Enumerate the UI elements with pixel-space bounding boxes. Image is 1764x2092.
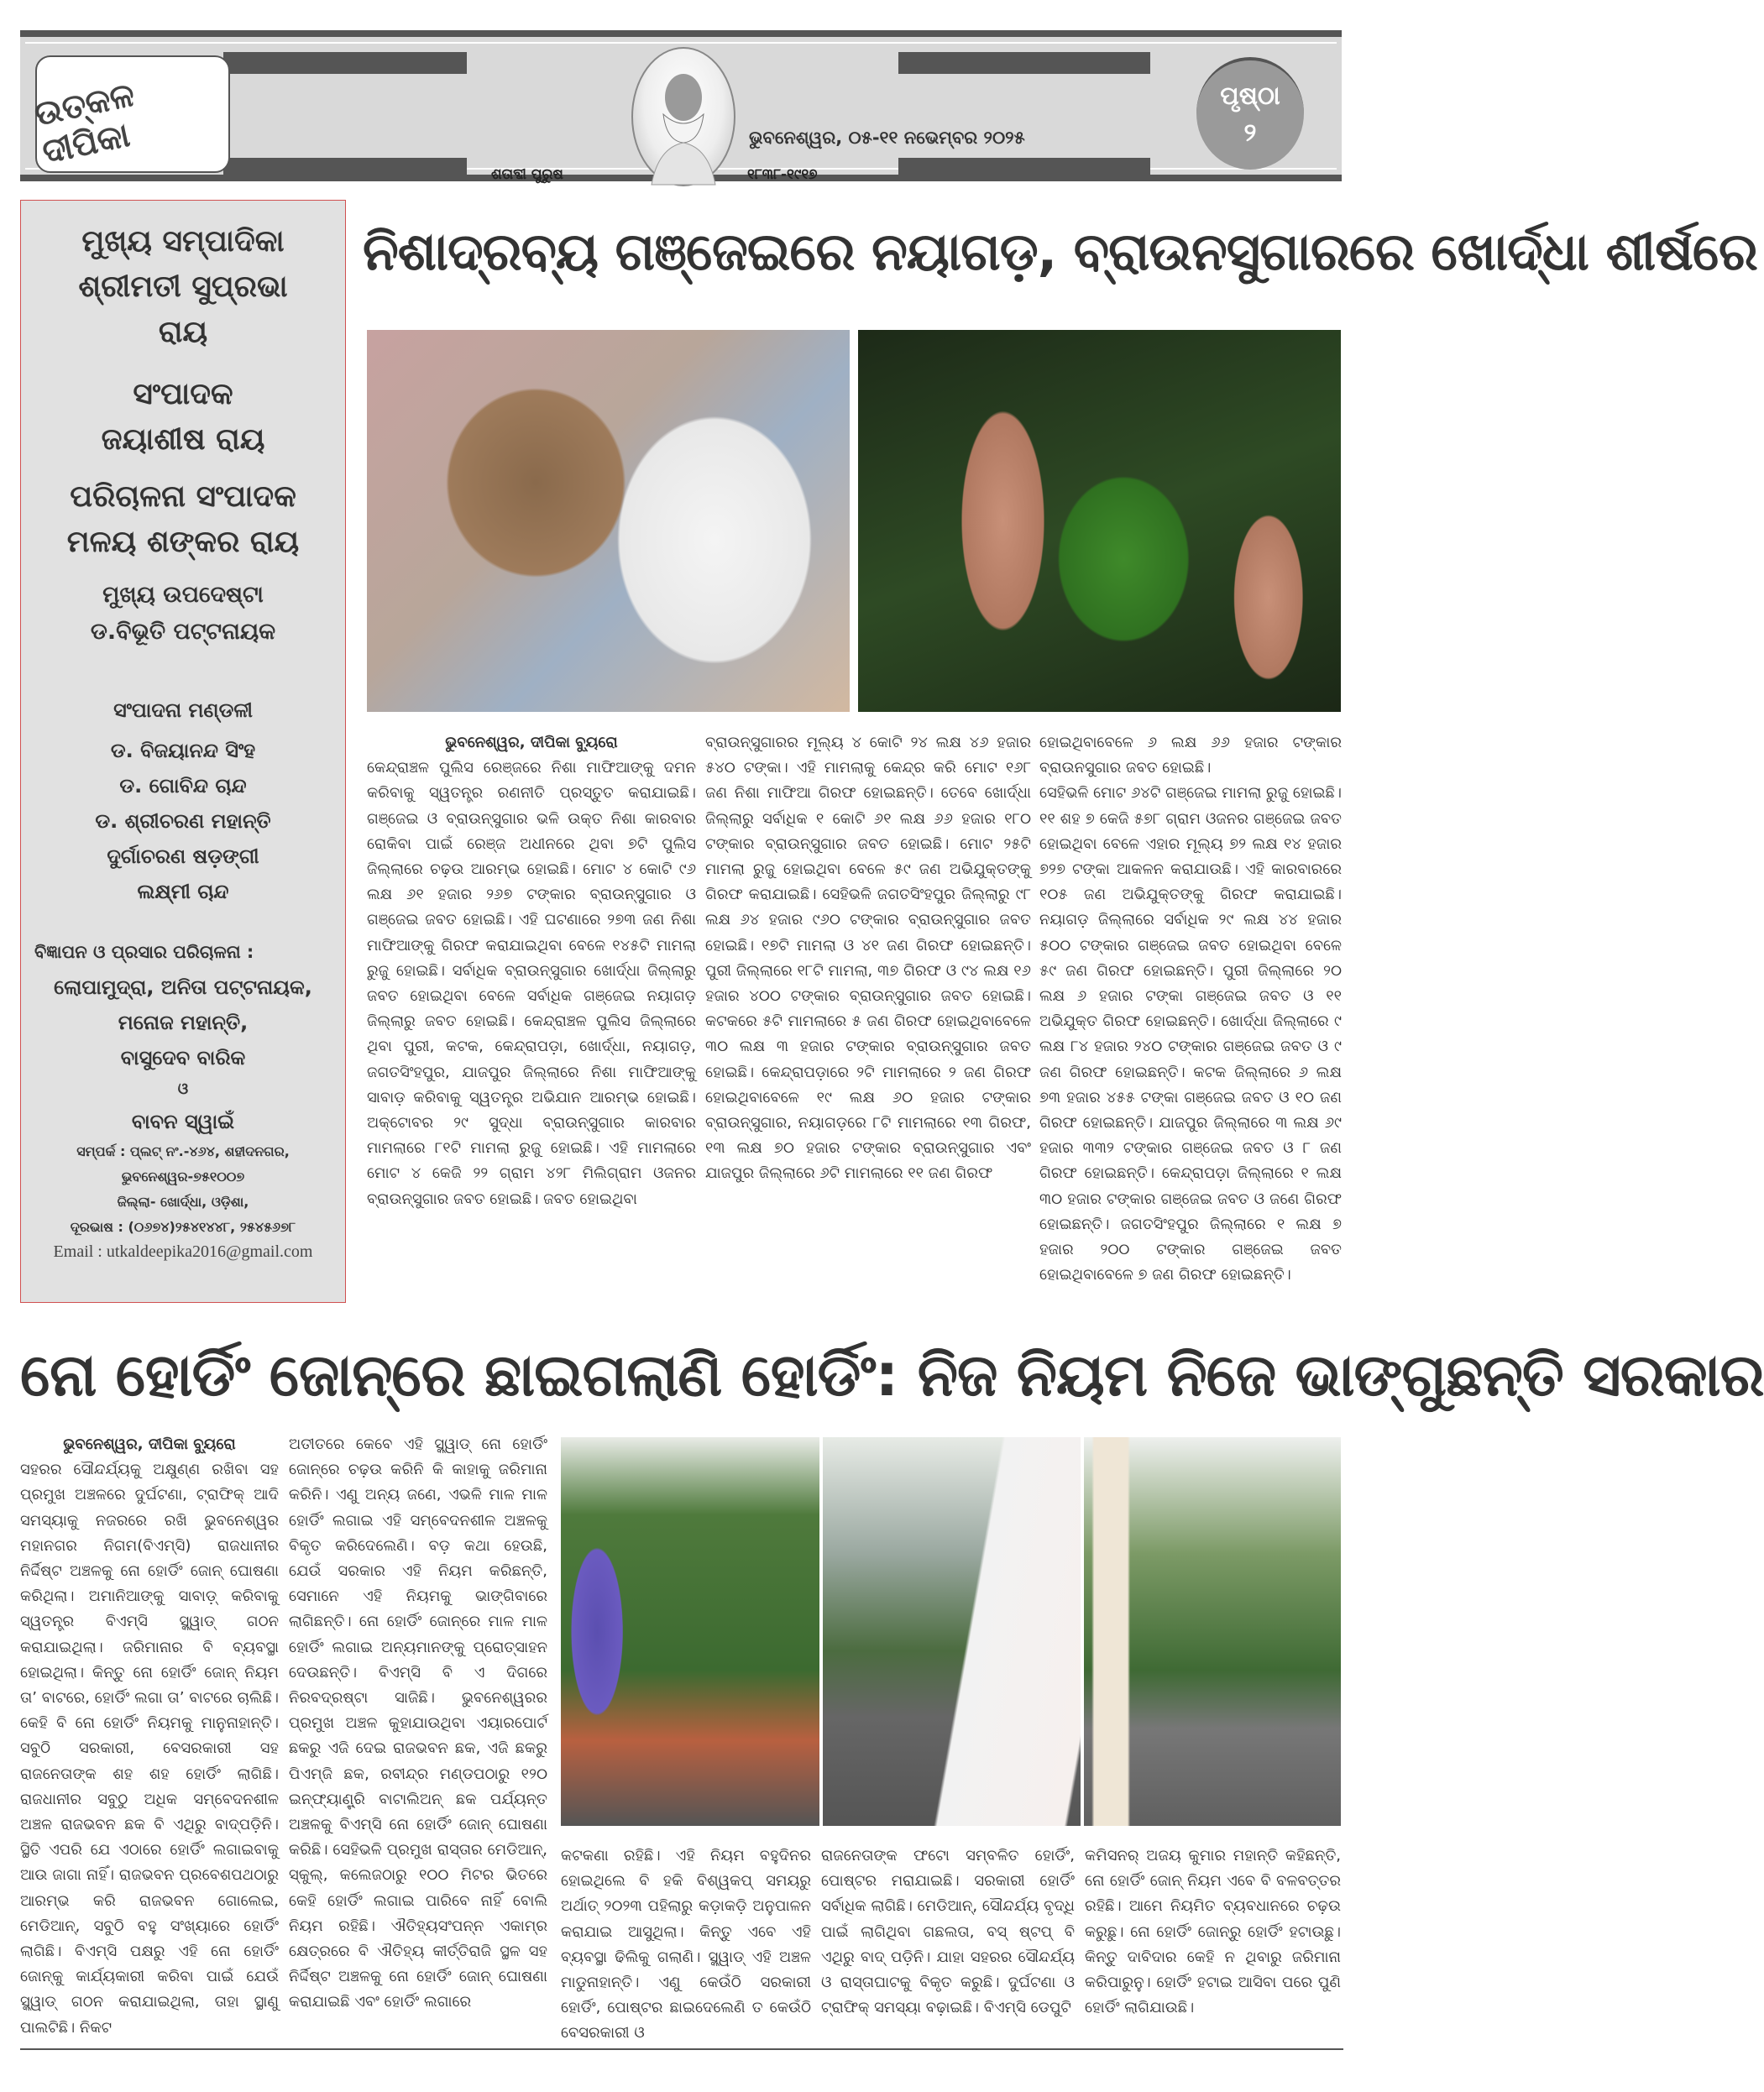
article-text: ସେହିଭଳି ମୋଟ ୬୪ଟି ଗଞ୍ଜେଇ ମାମଲା ରୁଜୁ ହୋଇଛି। ୧୧ ଶହ ୭ କେଜି ୫୭୮ ଗ୍ରାମ ଓଜନର ଗଞ୍ଜେଇ ଜବତ ହୋଇଥିବା ବେଳେ ଏହାର ମୂଲ୍ୟ ୭୨ ଲକ୍ଷ ୧୪ ହଜାର ୭୨୭ ଟଙ୍କା ଆକଳନ କରାଯାଉଛି। ଏହି କାରବାରରେ ୧୦୫ ଜଣ ଅଭିଯୁକ୍ତଙ୍କୁ ଗିରଫ କରାଯାଇଛି। ନୟାଗଡ଼ ଜିଲ୍ଲାରେ ସର୍ବାଧିକ ୨୯ ଲକ୍ଷ ୪୪ ହଜାର ୫୦୦ ଟଙ୍କାର ଗଞ୍ଜେଇ ଜବତ ହୋଇଥିବା ବେଳେ ୫୯ ଜଣ ଗିରଫ ହୋଇଛନ୍ତି। ପୁରୀ ଜିଲ୍ଲାରେ ୨୦ ଲକ୍ଷ ୬ ହଜାର ଟଙ୍କା ଗଞ୍ଜେଇ ଜବତ ଓ ୧୧ ଅଭିଯୁକ୍ତ ଗିରଫ ହୋଇଛନ୍ତି। ଖୋର୍ଦ୍ଧା ଜିଲ୍ଲାରେ ୯ ଲକ୍ଷ ୮୪ ହଜାର ୨୪୦ ଟଙ୍କାର ଗଞ୍ଜେଇ ଜବତ ଓ ୯ ଜଣ ଗିରଫ ହୋଇଛନ୍ତି। କଟକ ଜିଲ୍ଲାରେ ୬ ଲକ୍ଷ ୭୩ ହଜାର ୪୫୫ ଟଙ୍କା ଗଞ୍ଜେଇ ଜବତ ଓ ୧୦ ଜଣ ଗିରଫ ହୋଇଛନ୍ତି। ଯାଜପୁର ଜିଲ୍ଲାରେ ୩ ଲକ୍ଷ ୬୯ ହଜାର ୩୩୨ ଟଙ୍କାର ଗଞ୍ଜେଇ ଜବତ ଓ ୮ ଜଣ ଗିରଫ ହୋଇଛନ୍ତି। କେନ୍ଦ୍ରାପଡ଼ା ଜିଲ୍ଲାରେ ୧ ଲକ୍ଷ ୩୦ ହଜାର ଟଙ୍କାର ଗଞ୍ଜେଇ ଜବତ ଓ ଜଣେ ଗିରଫ ହୋଇଛନ୍ତି। ଜଗତସିଂହପୁର ଜିଲ୍ଲାରେ ୧ ଲକ୍ଷ ୭ ହଜାର ୨୦୦ ଟଙ୍କାର ଗଞ୍ଜେଇ ଜବତ ହୋଇଥିବାବେଳେ ୭ ଜଣ ଗିରଫ ହୋଇଛନ୍ତି। xyxy=(1039,784,1342,1284)
editor-title: ସଂପାଦକ xyxy=(133,377,233,411)
contact-line: ଭୁବନେଶ୍ୱର-୭୫୧୦୦୭ xyxy=(121,1169,245,1185)
issue-date: ଭୁବନେଶ୍ୱର, ୦୫-୧୧ ନଭେମ୍ବର ୨୦୨୫ xyxy=(749,128,1025,148)
contact-email: Email : utkaldeepika2016@gmail.com xyxy=(53,1242,313,1261)
board-member: ଡ. ଶ୍ରୀଚରଣ ମହାନ୍ତି xyxy=(95,809,271,833)
chief-editor-title: ମୁଖ୍ୟ ସମ୍ପାଦିକା xyxy=(81,224,285,259)
article-text: କେନ୍ଦ୍ରାଞ୍ଚଳ ପୁଲିସ ରେଞ୍ଜରେ ନିଶା ମାଫିଆଙ୍କୁ ଦମନ କରିବାକୁ ସ୍ୱତନ୍ତ୍ର ରଣନୀତି ପ୍ରସ୍ତୁତ କରାଯାଇଛି। ଗଞ୍ଜେଇ ଓ ବ୍ରାଉନ୍‌ସୁଗାର ଭଳି ଉକ୍ତ ନିଶା କାରବାର ରୋକିବା ପାଇଁ ରେଞ୍ଜ ଅଧୀନରେ ଥିବା ୭ଟି ପୁଲିସ ଜିଲ୍ଲାରେ ଚଢ଼ଉ ଆରମ୍ଭ ହୋଇଛି। ମୋଟ ୪ କୋଟି ୯୬ ଲକ୍ଷ ୬୧ ହଜାର ୨୬୭ ଟଙ୍କାର ବ୍ରାଉନ୍‌ସୁଗାର ଓ ଗଞ୍ଜେଇ ଜବତ ହୋଇଛି। ଏହି ଘଟଣାରେ ୨୭୩ ଜଣ ନିଶା ମାଫିଆଙ୍କୁ ଗିରଫ କରାଯାଇଥିବା ବେଳେ ୧୪୫ଟି ମାମଲା ରୁଜୁ ହୋଇଛି। ସର୍ବାଧିକ ବ୍ରାଉନ୍‌ସୁଗାର ଖୋର୍ଦ୍ଧା ଜିଲ୍ଲାରୁ ଜବତ ହୋଇଥିବା ବେଳେ ସର୍ବାଧିକ ଗଞ୍ଜେଇ ନୟାଗଡ଼ ଜିଲ୍ଲାରୁ ଜବତ ହୋଇଛି। କେନ୍ଦ୍ରାଞ୍ଚଳ ପୁଲିସ ଜିଲ୍ଲାରେ ଥିବା ପୁରୀ, କଟକ, କେନ୍ଦ୍ରାପଡ଼ା, ଖୋର୍ଦ୍ଧା, ନୟାଗଡ଼, ଜଗତସିଂହପୁର, ଯାଜପୁର ଜିଲ୍ଲାରେ ନିଶା ମାଫିଆଙ୍କୁ ସାବାଡ଼ କରିବାକୁ ସ୍ୱତନ୍ତ୍ର ଅଭିଯାନ ଆରମ୍ଭ ହୋଇଛି। ଅକ୍ଟୋବର ୨୯ ସୁଦ୍ଧା ବ୍ରାଉନ୍‌ସୁଗାର କାରବାର ମାମଲାରେ ୮୧ଟି ମାମଲା ରୁଜୁ ହୋଇଛି। ଏହି ମାମଲାରେ ମୋଟ ୪ କେଜି ୨୨ ଗ୍ରାମ ୪୨୮ ମିଲିଗ୍ରାମ ଓଜନର ବ୍ରାଉନ୍‌ସୁଗାର ଜବତ ହୋଇଛି। ଜବତ ହୋଇଥିବା xyxy=(367,759,696,1208)
advisor-title: ମୁଖ୍ୟ ଉପଦେଷ୍ଟା xyxy=(102,582,264,608)
masthead-years: ୧୮୩୮-୧୯୧୭ xyxy=(747,166,818,183)
ads-member: ଲୋପାମୁଦ୍ରା, ଅନିତା ପଟ୍ଟନାୟକ, xyxy=(54,975,312,999)
board-title: ସଂପାଦନା ମଣ୍ଡଳୀ xyxy=(113,698,253,722)
ads-title: ବିଜ୍ଞାପନ ଓ ପ୍ରସାର ପରିଚାଳନା : xyxy=(34,942,254,962)
article-column xyxy=(367,730,696,1300)
founder-portrait xyxy=(631,47,735,186)
editor-name: ଜୟାଶୀଷ ରାୟ xyxy=(101,422,265,457)
article-text: କମିସନର୍ ଅଜୟ କୁମାର ମହାନ୍ତି କହିଛନ୍ତି, ନୋ ହୋର୍ଡିଂ ଜୋନ୍ ନିୟମ ଏବେ ବି ବଳବତ୍ତର ରହିଛି। ଆମେ ନିୟମିତ ବ୍ୟବଧାନରେ ଚଢ଼ଉ କରୁଛୁ। ନୋ ହୋର୍ଡିଂ ଜୋନ୍‌ରୁ ହୋର୍ଡିଂ ହଟାଉଛୁ। କିନ୍ତୁ ଦାବିଦାର କେହି ନ ଥିବାରୁ ଜରିମାନା କରିପାରୁନୁ। ହୋର୍ଡିଂ ହଟାଇ ଆସିବା ପରେ ପୁଣି ହୋର୍ଡିଂ ଲାଗିଯାଉଛି। xyxy=(1085,1847,1341,2017)
editorial-sidebar xyxy=(20,200,346,1303)
hoarding-photo-raj-bhavan xyxy=(561,1437,819,1826)
article-text: ଅତୀତରେ କେବେ ଏହି ସ୍କ୍ୱାଡ୍ ନୋ ହୋର୍ଡିଂ ଜୋନ୍‌ରେ ଚଢ଼ଉ କରିନି କି କାହାକୁ ଜରିମାନା କରିନି। ଏଣୁ ଅନ୍ୟ ଜଣେ, ଏଭଳି ମାଳ ମାଳ ହୋର୍ଡିଂ ଲଗାଇ ଏହି ସମ୍ବେଦନଶୀଳ ଅଞ୍ଚଳକୁ ବିକୃତ କରିଦେଲେଣି। ବଡ଼ କଥା ହେଉଛି, ଯେଉଁ ସରକାର ଏହି ନିୟମ କରିଛନ୍ତି, ସେମାନେ ଏହି ନିୟମକୁ ଭାଙ୍ଗିବାରେ ଲାଗିଛନ୍ତି। ନୋ ହୋର୍ଡିଂ ଜୋନ୍‌ରେ ମାଳ ମାଳ ହୋର୍ଡିଂ ଲଗାଇ ଅନ୍ୟମାନଙ୍କୁ ପ୍ରୋତ୍ସାହନ ଦେଉଛନ୍ତି। ବିଏମ୍‌ସି ବି ଏ ଦିଗରେ ନିରବଦ୍ରଷ୍ଟା ସାଜିଛି। ଭୁବନେଶ୍ୱରର ପ୍ରମୁଖ ଅଞ୍ଚଳ କୁହାଯାଉଥିବା ଏୟାରପୋର୍ଟ ଛକରୁ ଏଜି ଦେଇ ରାଜଭବନ ଛକ, ଏଜି ଛକରୁ ପିଏମ୍‌ଜି ଛକ, ରବୀନ୍ଦ୍ର ମଣ୍ଡପଠାରୁ ୧୨୦ ଇନ୍‌ଫ୍ୟାଣ୍ଟ୍ରି ବାଟାଲିଅନ୍ ଛକ ପର୍ଯ୍ୟନ୍ତ ଅଞ୍ଚଳକୁ ବିଏମ୍‌ସି ନୋ ହୋର୍ଡିଂ ଜୋନ୍ ଘୋଷଣା କରିଛି। ସେହିଭଳି ପ୍ରମୁଖ ରାସ୍ତାର ମେଡିଆନ୍, ସ୍କୁଲ୍, କଲେଜଠାରୁ ୧୦୦ ମିଟର ଭିତରେ କେହି ହୋର୍ଡିଂ ଲଗାଇ ପାରିବେ ନାହିଁ ବୋଲି ନିୟମ ରହିଛି। ଐତିହ୍ୟସଂପନ୍ନ ଏକାମ୍ର କ୍ଷେତ୍ରରେ ବି ଐତିହ୍ୟ କୀର୍ତ୍ତିରାଜି ସ୍ଥଳ ସହ ନିର୍ଦ୍ଦିଷ୍ଟ ଅଞ୍ଚଳକୁ ନୋ ହୋର୍ଡିଂ ଜୋନ୍ ଘୋଷଣା କରାଯାଇଛି ଏବଂ ହୋର୍ଡିଂ ଲଗାରେ xyxy=(289,1436,547,2011)
chief-editor-name: ଶ୍ରୀମତୀ ସୁପ୍ରଭା xyxy=(78,269,288,304)
board-member: ଲକ୍ଷ୍ମୀ ଚାନ୍ଦ xyxy=(137,880,229,903)
managing-editor-title: ପରିଚାଳନା ସଂପାଦକ xyxy=(70,479,296,514)
chief-editor-name: ରାୟ xyxy=(158,315,208,349)
page-number: ୨ xyxy=(1243,118,1257,148)
board-member: ଡ. ବିଜୟାନନ୍ଦ ସିଂହ xyxy=(110,739,256,762)
board-member: ଦୁର୍ଗାଚରଣ ଷଡ଼ଙ୍ଗୀ xyxy=(107,845,259,868)
masthead-band xyxy=(223,52,467,74)
article-column xyxy=(705,730,1031,1300)
hoarding-photo-road xyxy=(823,1437,1081,1826)
article-byline: ଭୁବନେଶ୍ୱର, ଦୀପିକା ବ୍ୟୁରୋ xyxy=(63,1436,236,1453)
article-text: ବ୍ରାଉନ୍‌ସୁଗାରର ମୂଲ୍ୟ ୪ କୋଟି ୨୪ ଲକ୍ଷ ୪୬ ହଜାର ୫୪୦ ଟଙ୍କା। ଏହି ମାମଲାକୁ କେନ୍ଦ୍ର କରି ମୋଟ ୧୬୮ ଜଣ ନିଶା ମାଫିଆ ଗିରଫ ହୋଇଛନ୍ତି। ତେବେ ଖୋର୍ଦ୍ଧା ଜିଲ୍ଲାରୁ ସର୍ବାଧିକ ୧ କୋଟି ୬୧ ଲକ୍ଷ ୬୬ ହଜାର ୧୮୦ ଟଙ୍କାର ବ୍ରାଉନ୍‌ସୁଗାର ଜବତ ହୋଇଛି। ମୋଟ ୨୫ଟି ମାମଲା ରୁଜୁ ହୋଇଥିବା ବେଳେ ୫୯ ଜଣ ଅଭିଯୁକ୍ତଙ୍କୁ ଗିରଫ କରାଯାଇଛି। ସେହିଭଳି ଜଗତସିଂହପୁର ଜିଲ୍ଲାରୁ ୯୮ ଲକ୍ଷ ୬୪ ହଜାର ୯୬୦ ଟଙ୍କାର ବ୍ରାଉନ୍‌ସୁଗାର ଜବତ ହୋଇଛି। ୧୭ଟି ମାମଲା ଓ ୪୧ ଜଣ ଗିରଫ ହୋଇଛନ୍ତି। ପୁରୀ ଜିଲ୍ଲାରେ ୧୮ଟି ମାମଲା, ୩୭ ଗିରଫ ଓ ୯୪ ଲକ୍ଷ ୧୬ ହଜାର ୪୦୦ ଟଙ୍କାର ବ୍ରାଉନ୍‌ସୁଗାର ଜବତ ହୋଇଛି। କଟକରେ ୫ଟି ମାମଲାରେ ୫ ଜଣ ଗିରଫ ହୋଇଥିବାବେଳେ ୩୦ ଲକ୍ଷ ୩ ହଜାର ଟଙ୍କାର ବ୍ରାଉନ୍‌ସୁଗାର ଜବତ ହୋଇଛି। କେନ୍ଦ୍ରାପଡ଼ାରେ ୨ଟି ମାମଲାରେ ୨ ଜଣ ଗିରଫ ହୋଇଥିବାବେଳେ ୧୯ ଲକ୍ଷ ୬୦ ହଜାର ଟଙ୍କାର ବ୍ରାଉନ୍‌ସୁଗାର, ନୟାଗଡ଼ରେ ୮ଟି ମାମଲାରେ ୧୩ ଗିରଫ, ୧୩ ଲକ୍ଷ ୭୦ ହଜାର ଟଙ୍କାର ବ୍ରାଉନ୍‌ସୁଗାର ଏବଂ ଯାଜପୁର ଜିଲ୍ଲାରେ ୬ଟି ମାମଲାରେ ୧୧ ଜଣ ଗିରଫ xyxy=(705,734,1031,1183)
board-member: ଡ. ଗୋବିନ୍ଦ ଚାନ୍ଦ xyxy=(119,774,247,798)
masthead xyxy=(20,30,1342,181)
masthead-subtitle: ଶତାବ୍ଦୀ ପୁରୁଷ xyxy=(491,166,563,183)
ads-member: ମନୋଜ ମହାନ୍ତି, xyxy=(118,1011,249,1034)
contact-line: ସମ୍ପର୍କ : ପ୍ଲଟ୍ ନଂ.-୪୬୪, ଶହୀଦନଗର, xyxy=(76,1143,290,1159)
managing-editor-name: ମଳୟ ଶଙ୍କର ରାୟ xyxy=(66,525,300,559)
masthead-band xyxy=(223,158,467,180)
bottom-rule xyxy=(20,2048,1343,2050)
article-headline: ନୋ ହୋର୍ଡିଂ ଜୋନ୍‌ରେ ଛାଇଗଲାଣି ହୋର୍ଡିଂ: ନିଜ ନିୟମ ନିଜେ ଭାଙ୍ଗୁଛନ୍ତି ସରକାର xyxy=(20,1341,1764,1409)
cannabis-plant-photo xyxy=(858,330,1341,712)
masthead-band xyxy=(898,158,1150,180)
article-text: ରାଜନେତାଙ୍କ ଫଟୋ ସମ୍ବଳିତ ହୋର୍ଡିଂ, ପୋଷ୍ଟର ମରାଯାଇଛି। ସରକାରୀ ହୋର୍ଡିଂ ସର୍ବାଧିକ ଲାଗିଛି। ମେଡିଆନ୍, ସୌନ୍ଦର୍ଯ୍ୟ ବୃଦ୍ଧି ପାଇଁ ଲାଗିଥିବା ଗଛଲତା, ବସ୍ ଷ୍ଟପ୍ ବି ଏଥିରୁ ବାଦ୍ ପଡ଼ିନି। ଯାହା ସହରର ସୌନ୍ଦର୍ଯ୍ୟ ଓ ରାସ୍ତାଘାଟକୁ ବିକୃତ କରୁଛି। ଦୁର୍ଘଟଣା ଓ ଟ୍ରାଫିକ୍ ସମସ୍ୟା ବଢ଼ାଇଛି। ବିଏମ୍‌ସି ଡେପୁଟି xyxy=(821,1847,1075,2017)
ads-member: ଓ xyxy=(177,1080,189,1098)
page-label: ପୃଷ୍ଠା xyxy=(1220,81,1280,111)
newspaper-logo xyxy=(30,55,230,173)
article-column xyxy=(1085,1844,1341,2045)
advisor-name: ଡ.ବିଭୂତି ପଟ୍ଟନାୟକ xyxy=(90,619,276,645)
ads-member: ବାସୁଦେବ ବାରିକ xyxy=(120,1046,246,1070)
article-column xyxy=(1039,730,1342,1300)
brown-sugar-packets-photo xyxy=(367,330,850,712)
logo-text: ଉତ୍କଳ ଦୀପିକା xyxy=(30,75,139,172)
contact-line: ଜିଲ୍ଲା- ଖୋର୍ଦ୍ଧା, ଓଡ଼ିଶା, xyxy=(117,1194,249,1210)
article-headline: ନିଶାଦ୍ରବ୍ୟ ଗଞ୍ଜେଇରେ ନୟାଗଡ଼, ବ୍ରାଉନସୁଗାରରେ ଖୋର୍ଦ୍ଧା ଶୀର୍ଷରେ xyxy=(363,221,1757,282)
article-column xyxy=(20,1432,279,2045)
article-text: ହୋଇଥିବାବେଳେ ୬ ଲକ୍ଷ ୬୬ ହଜାର ଟଙ୍କାର ବ୍ରାଉନସୁଗାର ଜବତ ହୋଇଛି। xyxy=(1039,734,1342,777)
masthead-band xyxy=(898,52,1150,74)
article-column xyxy=(289,1432,547,2045)
hoarding-photo-junction xyxy=(1084,1437,1341,1826)
article-text: ସହରର ସୌନ୍ଦର୍ଯ୍ୟକୁ ଅକ୍ଷୁଣ୍ଣ ରଖିବା ସହ ପ୍ରମୁଖ ଅଞ୍ଚଳରେ ଦୁର୍ଘଟଣା, ଟ୍ରାଫିକ୍ ଆଦି ସମସ୍ୟାକୁ ନଜରରେ ରଖି ଭୁବନେଶ୍ୱର ମହାନଗର ନିଗମ(ବିଏମ୍‌ସି) ରାଜଧାନୀର ନିର୍ଦ୍ଦିଷ୍ଟ ଅଞ୍ଚଳକୁ ନୋ ହୋର୍ଡିଂ ଜୋନ୍ ଘୋଷଣା କରିଥିଲା। ଅମାନିଆଙ୍କୁ ସାବାଡ଼୍ କରିବାକୁ ସ୍ୱତନ୍ତ୍ର ବିଏମ୍‌ସି ସ୍କ୍ୱାଡ୍ ଗଠନ କରାଯାଇଥିଲା। ଜରିମାନାର ବି ବ୍ୟବସ୍ଥା ହୋଇଥିଲା। କିନ୍ତୁ ନୋ ହୋର୍ଡିଂ ଜୋନ୍ ନିୟମ ତା’ ବାଟରେ, ହୋର୍ଡିଂ ଲଗା ତା’ ବାଟରେ ଚାଲିଛି। କେହି ବି ନୋ ହୋର୍ଡିଂ ନିୟମକୁ ମାନୁନାହାନ୍ତି। ସବୁଠି ସରକାରୀ, ବେସରକାରୀ ସହ ରାଜନେତାଙ୍କ ଶହ ଶହ ହୋର୍ଡିଂ ଲାଗିଛି। ରାଜଧାନୀର ସବୁଠୁ ଅଧିକ ସମ୍ବେଦନଶୀଳ ଅଞ୍ଚଳ ରାଜଭବନ ଛକ ବି ଏଥିରୁ ବାଦ୍‌ପଡ଼ିନି। ସ୍ଥିତି ଏପରି ଯେ ଏଠାରେ ହୋର୍ଡିଂ ଲଗାଇବାକୁ ଆଉ ଜାଗା ନାହିଁ। ରାଜଭବନ ପ୍ରବେଶପଥଠାରୁ ଆରମ୍ଭ କରି ରାଜଭବନ ଗୋଲେଇ, ମେଡିଆନ୍, ସବୁଠି ବହୁ ସଂଖ୍ୟାରେ ହୋର୍ଡିଂ ଲାଗିଛି। ବିଏମ୍‌ସି ପକ୍ଷରୁ ଏହି ନୋ ହୋର୍ଡିଂ ଜୋନ୍‌କୁ କାର୍ଯ୍ୟକାରୀ କରିବା ପାଇଁ ଯେଉଁ ସ୍କ୍ୱାଡ୍ ଗଠନ କରାଯାଇଥିଲା, ତାହା ସ୍ଥାଣୁ ପାଲଟିଛି। ନିକଟ xyxy=(20,1461,279,2037)
article-column xyxy=(561,1844,811,2045)
article-text: କଟକଣା ରହିଛି। ଏହି ନିୟମ ବହୁଦିନର ହୋଇଥିଲେ ବି ହକି ବିଶ୍ୱକପ୍ ସମୟରୁ ଅର୍ଥାତ୍ ୨୦୨୩ ପହିଲାରୁ କଡ଼ାକଡ଼ି ଅନୁପାଳନ କରାଯାଇ ଆସୁଥିଲା। କିନ୍ତୁ ଏବେ ଏହି ବ୍ୟବସ୍ଥା ଢିଲିକୁ ଗଲାଣି। ସ୍କ୍ୱାଡ୍ ଏହି ଅଞ୍ଚଳ ମାଡୁନାହାନ୍ତି। ଏଣୁ କେଉଁଠି ସରକାରୀ ହୋର୍ଡିଂ, ପୋଷ୍ଟର ଛାଇଦେଲେଣି ତ କେଉଁଠି ବେସରକାରୀ ଓ xyxy=(561,1847,811,2042)
article-column xyxy=(821,1844,1075,2045)
article-byline: ଭୁବନେଶ୍ୱର, ଦୀପିକା ବ୍ୟୁରୋ xyxy=(445,734,618,751)
page-number-badge xyxy=(1196,57,1304,170)
ads-member: ବାବନ ସ୍ୱାଇଁ xyxy=(131,1110,235,1133)
contact-phone: ଦୂରଭାଷ : (୦୬୭୪)୨୫୪୧୪୪୮, ୨୫୪୫୬୭୮ xyxy=(70,1219,296,1235)
